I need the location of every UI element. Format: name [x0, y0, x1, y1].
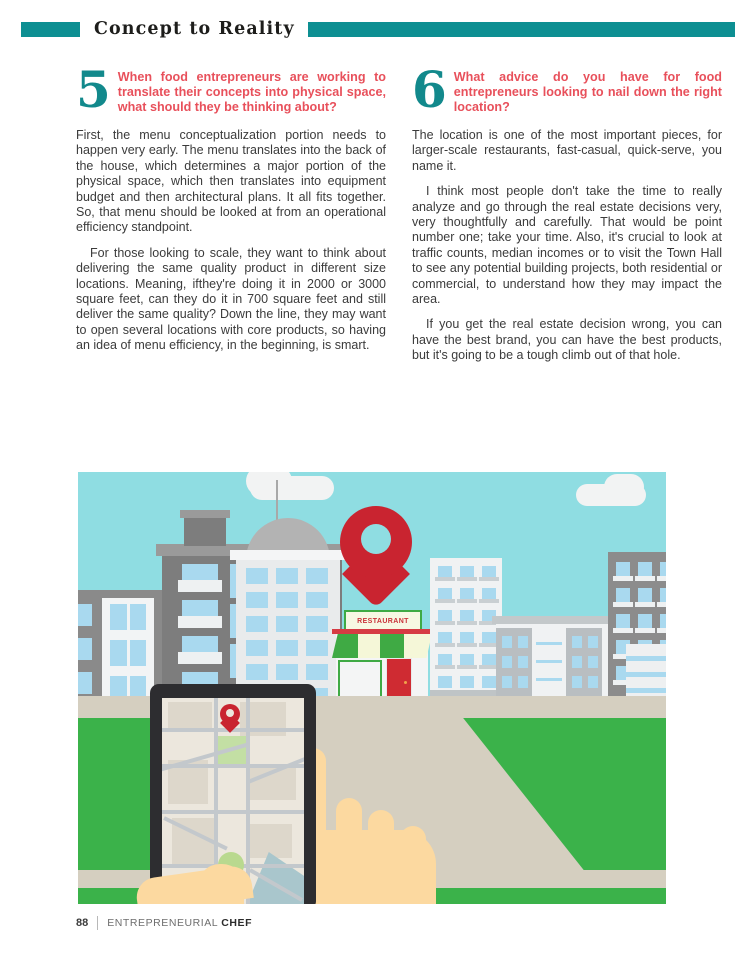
window [518, 656, 528, 668]
page-title: Concept to Reality [94, 19, 295, 39]
balcony [635, 628, 655, 633]
article-column-left [76, 60, 386, 364]
balcony [613, 628, 633, 633]
article-columns [76, 60, 722, 364]
question-text: What advice do you have for food entrepreneurs looking to nail down the right location? [453, 70, 722, 115]
window [660, 562, 666, 576]
awning-stripe [380, 634, 404, 658]
window [588, 676, 598, 688]
window [660, 614, 666, 628]
balcony [635, 602, 655, 607]
balcony [435, 643, 455, 647]
balcony [657, 602, 666, 607]
window [246, 640, 268, 656]
balcony [457, 599, 477, 603]
window [616, 614, 630, 628]
balcony [178, 652, 222, 664]
window [78, 672, 92, 694]
window-band [536, 660, 562, 663]
window [246, 568, 268, 584]
map-pin-hole [226, 709, 234, 717]
window [638, 614, 652, 628]
balcony [178, 616, 222, 628]
window [518, 636, 528, 648]
question-number: 5 [76, 60, 111, 119]
balcony [435, 599, 455, 603]
window [306, 640, 328, 656]
window [638, 562, 652, 576]
balcony [457, 621, 477, 625]
window [660, 588, 666, 602]
footer-divider [97, 916, 98, 930]
balcony [613, 602, 633, 607]
building-chimney-cap [180, 510, 230, 518]
window [276, 640, 298, 656]
window [616, 562, 630, 576]
restaurant-sign-label: RESTAURANT [357, 618, 409, 625]
window-band [626, 672, 666, 677]
window [306, 568, 328, 584]
balcony [457, 665, 477, 669]
balcony [479, 599, 499, 603]
balcony [178, 580, 222, 592]
window [276, 568, 298, 584]
window [246, 664, 268, 680]
window [306, 592, 328, 608]
answer-paragraph: If you get the real estate decision wrong, you can have the best brand, you can have the best products, but it's going to be a tough climb out of that hole. [412, 317, 722, 363]
window [502, 656, 512, 668]
window [246, 592, 268, 608]
balcony [613, 576, 633, 581]
restaurant-window [338, 660, 382, 698]
window [588, 656, 598, 668]
balcony [479, 577, 499, 581]
answer-paragraph: I think most people don't take the time to really analyze and go through the real estate decisions very, very thoughtfully and carefully. That would be point number one; take your time. Also, it's crucial to look at traffic counts, median incomes or to visit the Town Hall to see any potential building projects, both residential or commercial, to understand how they may impact the area. [412, 184, 722, 307]
publication-prefix: ENTREPRENEURIAL [107, 917, 222, 929]
window [78, 604, 92, 626]
page-footer [76, 916, 252, 930]
window [276, 664, 298, 680]
window [502, 636, 512, 648]
question-number: 6 [412, 60, 447, 119]
window [438, 676, 452, 688]
window [78, 638, 92, 660]
balcony [457, 577, 477, 581]
window [572, 636, 582, 648]
window [482, 676, 496, 688]
article-illustration [78, 472, 666, 904]
restaurant-storefront [334, 612, 430, 706]
cloud-icon [246, 472, 292, 496]
window [572, 676, 582, 688]
awning-stripe [358, 634, 380, 658]
question-block-6 [412, 60, 722, 122]
door-knob [404, 681, 407, 684]
window [276, 592, 298, 608]
balcony [635, 576, 655, 581]
balcony [435, 665, 455, 669]
map-pin-hole [361, 524, 391, 554]
balcony [657, 576, 666, 581]
publication-suffix: CHEF [221, 917, 253, 929]
window-band [536, 678, 562, 681]
running-header [0, 16, 746, 42]
window [276, 616, 298, 632]
window [246, 616, 268, 632]
window [638, 588, 652, 602]
article-column-right [412, 60, 722, 364]
balcony [457, 643, 477, 647]
thumb-tip [198, 864, 244, 904]
window [588, 636, 598, 648]
window-band [626, 656, 666, 661]
window [616, 588, 630, 602]
building-cornice [492, 616, 618, 624]
window [502, 676, 512, 688]
folio-number: 88 [76, 917, 89, 929]
window [518, 676, 528, 688]
window-band [536, 642, 562, 645]
answer-paragraph: The location is one of the most important pieces, for larger-scale restaurants, fast-casual, quick-serve, you name it. [412, 128, 722, 173]
window [306, 664, 328, 680]
header-rule-left [21, 22, 80, 37]
balcony [657, 628, 666, 633]
window [460, 676, 474, 688]
window [572, 656, 582, 668]
window-band [626, 688, 666, 693]
cloud-icon [604, 474, 644, 500]
map-road [162, 810, 304, 814]
question-text: When food entrepreneurs are working to translate their concepts into physical space, what should they be thinking about? [117, 70, 386, 115]
building-chimney [184, 514, 226, 546]
publication-name [107, 917, 252, 929]
question-block-5 [76, 60, 386, 122]
balcony [435, 577, 455, 581]
answer-paragraph: First, the menu conceptualization portion needs to happen very early. The menu translates into the back of the house, which determines a major portion of the physical space, which then translates into equipment budget and then architectural plans. It all fits together. So, that menu should be looked at from an operational efficiency standpoint. [76, 128, 386, 235]
header-rule-right [308, 22, 735, 37]
building-cornice [230, 550, 346, 560]
balcony [435, 621, 455, 625]
answer-paragraph: For those looking to scale, they want to think about delivering the same quality product in different size locations. Meaning, ifthey're doing it in 2000 or 3000 square feet, can they do it in 700 square feet and still deliver the same quality? Down the line, they may want to open several locations with core products, so having an idea of menu efficiency, in the beginning, is smart. [76, 245, 386, 353]
window [306, 616, 328, 632]
